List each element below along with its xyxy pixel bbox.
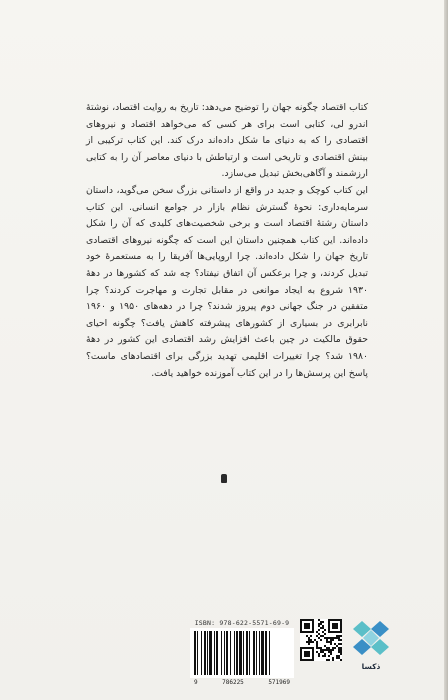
barcode-digits: [190, 679, 294, 686]
blurb-paragraph-2: این کتاب کوچک و جدید در واقع از داستانی بزرگ سخن می‌گوید، داستان سرمایه‌داری: نحوهٔ گسترش نظام بازار در جوامع انسانی. این کتاب داستان رشتهٔ اقتصاد است و برخی شخصیت‌های کلیدی که آن را شکل داده‌اند. این کتاب همچنین داستان این است که چگونه نیروهای اقتصادی تاریخ جهان را شکل داده‌اند. چرا اروپایی‌ها آفریقا را به مستعمرهٔ خود تبدیل کردند، و چرا برعکس آن اتفاق نیفتاد؟ چه شد که کشورها در دههٔ ۱۹۳۰ شروع به ایجاد موانعی در مقابل تجارت و مهاجرت کردند؟ چرا متفقین در جنگ جهانی دوم پیروز شدند؟ چرا در دهه‌های ۱۹۵۰ و ۱۹۶۰ نابرابری در بسیاری از کشورهای پیشرفته کاهش یافت؟ چگونه احیای حقوق مالکیت در چین باعث افزایش رشد اقتصادی این کشور در دههٔ ۱۹۸۰ شد؟ چرا تغییرات اقلیمی تهدید بزرگی برای اقتصادهای ماست؟ پاسخ این پرسش‌ها را در این کتاب آموزنده خواهید یافت.: [86, 184, 368, 379]
ornament-icon: [221, 474, 227, 483]
cover-edge-shadow: [444, 0, 448, 700]
blurb-paragraph-1: کتاب اقتصاد چگونه جهان را توضیح می‌دهد: تاریخ به روایت اقتصاد، نوشتهٔ اندرو لی، کتابی است برای هر کسی که می‌خواهد اقتصاد و نیروهای اقتصادی را که به دنیای ما شکل داده‌اند درک کند. این کتاب ترکیبی از بینش اقتصادی و تاریخی است و ارتباطش با دنیای معاصر آن را به کتابی ارزشمند و آگاهی‌بخش تبدیل می‌سازد.: [86, 102, 368, 180]
publisher-name: ذکسا: [361, 662, 381, 671]
barcode-digit-prefix: 9: [194, 679, 198, 686]
isbn-label: ISBN: 978-622-5571-69-9: [194, 619, 290, 627]
barcode: [190, 628, 294, 678]
qr-code: [300, 619, 342, 661]
qr-code-icon: [300, 619, 342, 661]
barcode-digit-group-1: 786225: [222, 679, 244, 686]
barcode-bars-icon: [190, 628, 294, 678]
publisher-logo-icon: [352, 619, 390, 659]
barcode-digit-group-2: 571969: [268, 679, 290, 686]
back-cover-blurb: [86, 100, 368, 382]
